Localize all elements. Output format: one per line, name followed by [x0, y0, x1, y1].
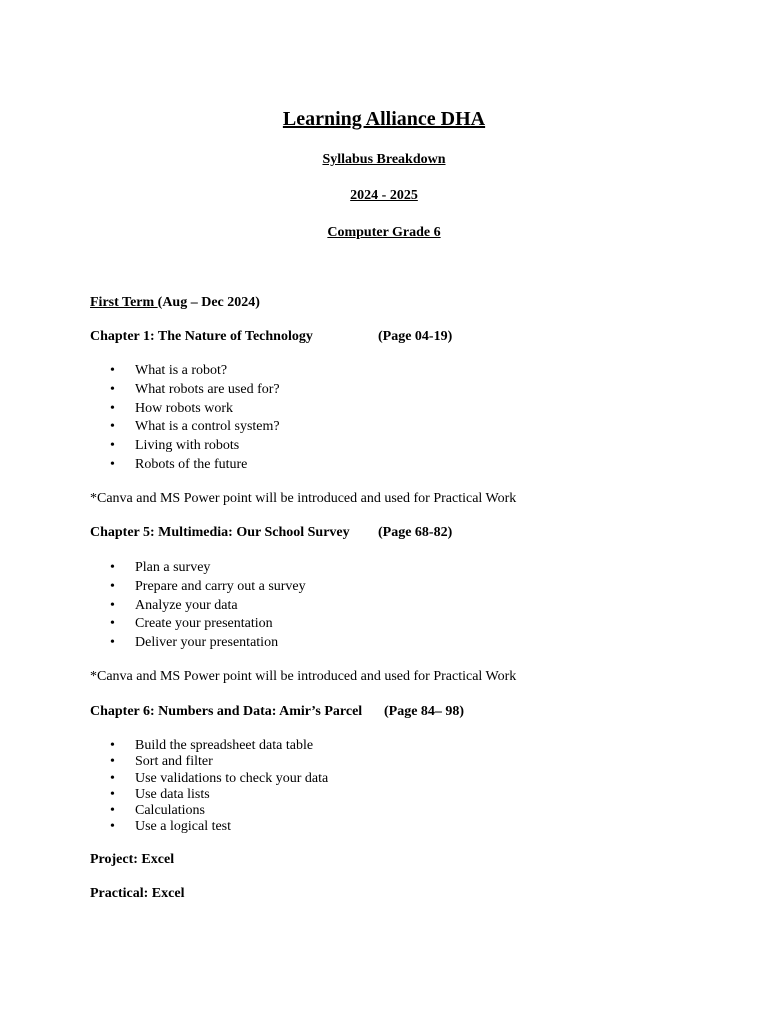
chapter-topic-list [90, 738, 328, 836]
chapter-heading [90, 704, 465, 720]
term-dates: (Aug – Dec 2024) [157, 295, 260, 310]
chapter-heading [90, 329, 453, 345]
chapter-pages: (Page 84– 98) [384, 704, 465, 719]
term-label: First Term [90, 295, 158, 310]
list-item: • Use data lists [90, 787, 328, 803]
list-item: • Plan a survey [90, 559, 306, 578]
academic-year: 2024 - 2025 [350, 188, 418, 203]
list-item: • Build the spreadsheet data table [90, 738, 328, 754]
list-item: • Robots of the future [90, 456, 280, 475]
practical-line: Practical: Excel [90, 886, 185, 901]
list-item: • Prepare and carry out a survey [90, 578, 306, 597]
chapter-topic-list [90, 362, 280, 475]
document-title: Learning Alliance DHA [282, 108, 486, 130]
practical-note: *Canva and MS Power point will be introduced and used for Practical Work [90, 491, 517, 506]
chapter-pages: (Page 68-82) [378, 525, 453, 540]
list-item: • Use validations to check your data [90, 771, 328, 787]
list-item: • Living with robots [90, 437, 280, 456]
list-item: • What robots are used for? [90, 381, 280, 400]
list-item: • Sort and filter [90, 754, 328, 770]
chapter-title: Chapter 5: Multimedia: Our School Survey [90, 525, 350, 540]
chapter-title: Chapter 6: Numbers and Data: Amir’s Parcel [90, 704, 363, 719]
practical-note: *Canva and MS Power point will be introduced and used for Practical Work [90, 669, 517, 684]
list-item: • Calculations [90, 803, 328, 819]
list-item: • Deliver your presentation [90, 634, 306, 653]
project-line: Project: Excel [90, 852, 175, 867]
term-heading [90, 295, 260, 311]
chapter-topic-list [90, 559, 306, 653]
chapter-pages: (Page 04-19) [378, 329, 453, 344]
list-item: • What is a control system? [90, 418, 280, 437]
list-item: • What is a robot? [90, 362, 280, 381]
list-item: • Create your presentation [90, 615, 306, 634]
document-subtitle: Syllabus Breakdown [322, 152, 446, 167]
list-item: • How robots work [90, 400, 280, 419]
chapter-heading [90, 525, 453, 541]
list-item: • Analyze your data [90, 597, 306, 616]
list-item: • Use a logical test [90, 819, 328, 835]
course-name: Computer Grade 6 [327, 225, 441, 240]
chapter-title: Chapter 1: The Nature of Technology [90, 329, 313, 344]
